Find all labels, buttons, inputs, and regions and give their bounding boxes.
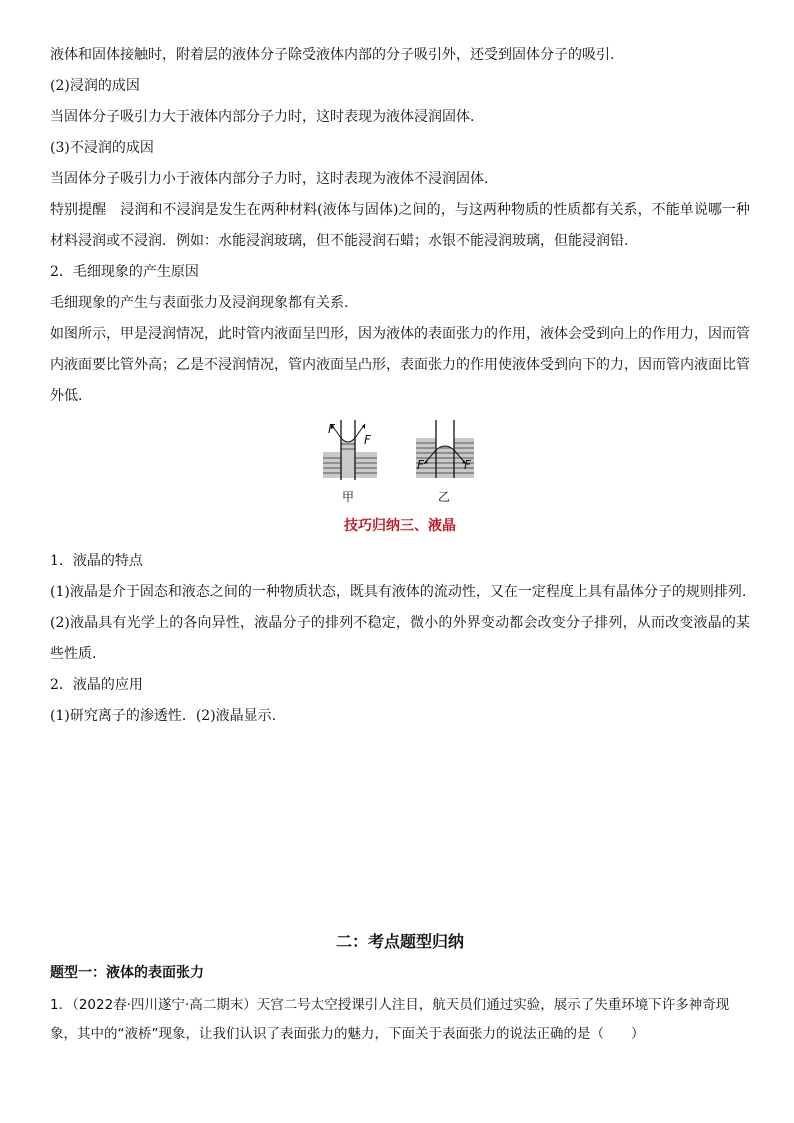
capillary-figure [50,416,750,508]
text-line: 当固体分子吸引力大于液体内部分子力时，这时表现为液体浸润固体. [50,109,475,125]
force-label-right: F [364,433,371,447]
text-line: 当固体分子吸引力小于液体内部分子力时，这时表现为液体不浸润固体. [50,171,489,187]
force-label-left: F [328,422,335,436]
text-line: 毛细现象的产生与表面张力及浸润现象都有关系. [50,295,349,311]
skill-heading: 技巧归纳三、液晶 [344,518,456,534]
lc-heading-features: 1．液晶的特点 [50,553,143,569]
question-type-title: 题型一：液体的表面张力 [50,965,204,981]
lc-point-1: (1)液晶是介于固态和液态之间的一种物质状态，既具有液体的流动性，又在一定程度上具有晶体分子的规则排列. [50,584,747,600]
subheading-nonwetting-cause: (3)不浸润的成因 [50,140,154,156]
lc-heading-applications: 2．液晶的应用 [50,677,143,693]
text-line: 液体和固体接触时，附着层的液体分子除受液体内部的分子吸引外，还受到固体分子的吸引. [50,47,615,63]
nonwetting-diagram [410,416,480,486]
special-note: 特别提醒 浸润和不浸润是发生在两种材料(液体与固体)之间的，与这两种物质的性质都有关系，不能单说哪一种材料浸润或不浸润．例如：水能浸润玻璃，但不能浸润石蜡；水银不能浸润玻璃，但能浸润铅. [50,202,750,249]
question-1: 1．（2022春·四川遂宁·高二期末）天宫二号太空授课引人注目，航天员们通过实验，展示了失重环境下许多神奇现象，其中的“液桥”现象，让我们认识了表面张力的魅力，下面关于表面张力的说法正确的是（ ） [50,997,730,1042]
document-page [50,40,750,1042]
lc-point-2: (2)液晶具有光学上的各向异性，液晶分子的排列不稳定，微小的外界变动都会改变分子排列，从而改变液晶的某些性质. [50,615,750,662]
wetting-diagram [317,416,383,486]
force-label-left-yi: F [417,458,424,472]
lc-applications: (1)研究离子的渗透性．(2)液晶显示. [50,708,277,724]
force-label-right-yi: F [464,458,471,472]
section-title: 二：考点题型归纳 [335,932,464,951]
subheading-wetting-cause: (2)浸润的成因 [50,78,140,94]
capillary-explanation: 如图所示，甲是浸润情况，此时管内液面呈凹形，因为液体的表面张力的作用，液体会受到向上的作用力，因而管内液面要比管外高；乙是不浸润情况，管内液面呈凸形，表面张力的作用使液体受到向下的力，因而管内液面比管外低. [50,326,750,404]
figure-label-yi: 乙 [438,490,451,504]
figure-label-jia: 甲 [342,490,355,504]
subheading-capillary: 2．毛细现象的产生原因 [50,264,199,280]
